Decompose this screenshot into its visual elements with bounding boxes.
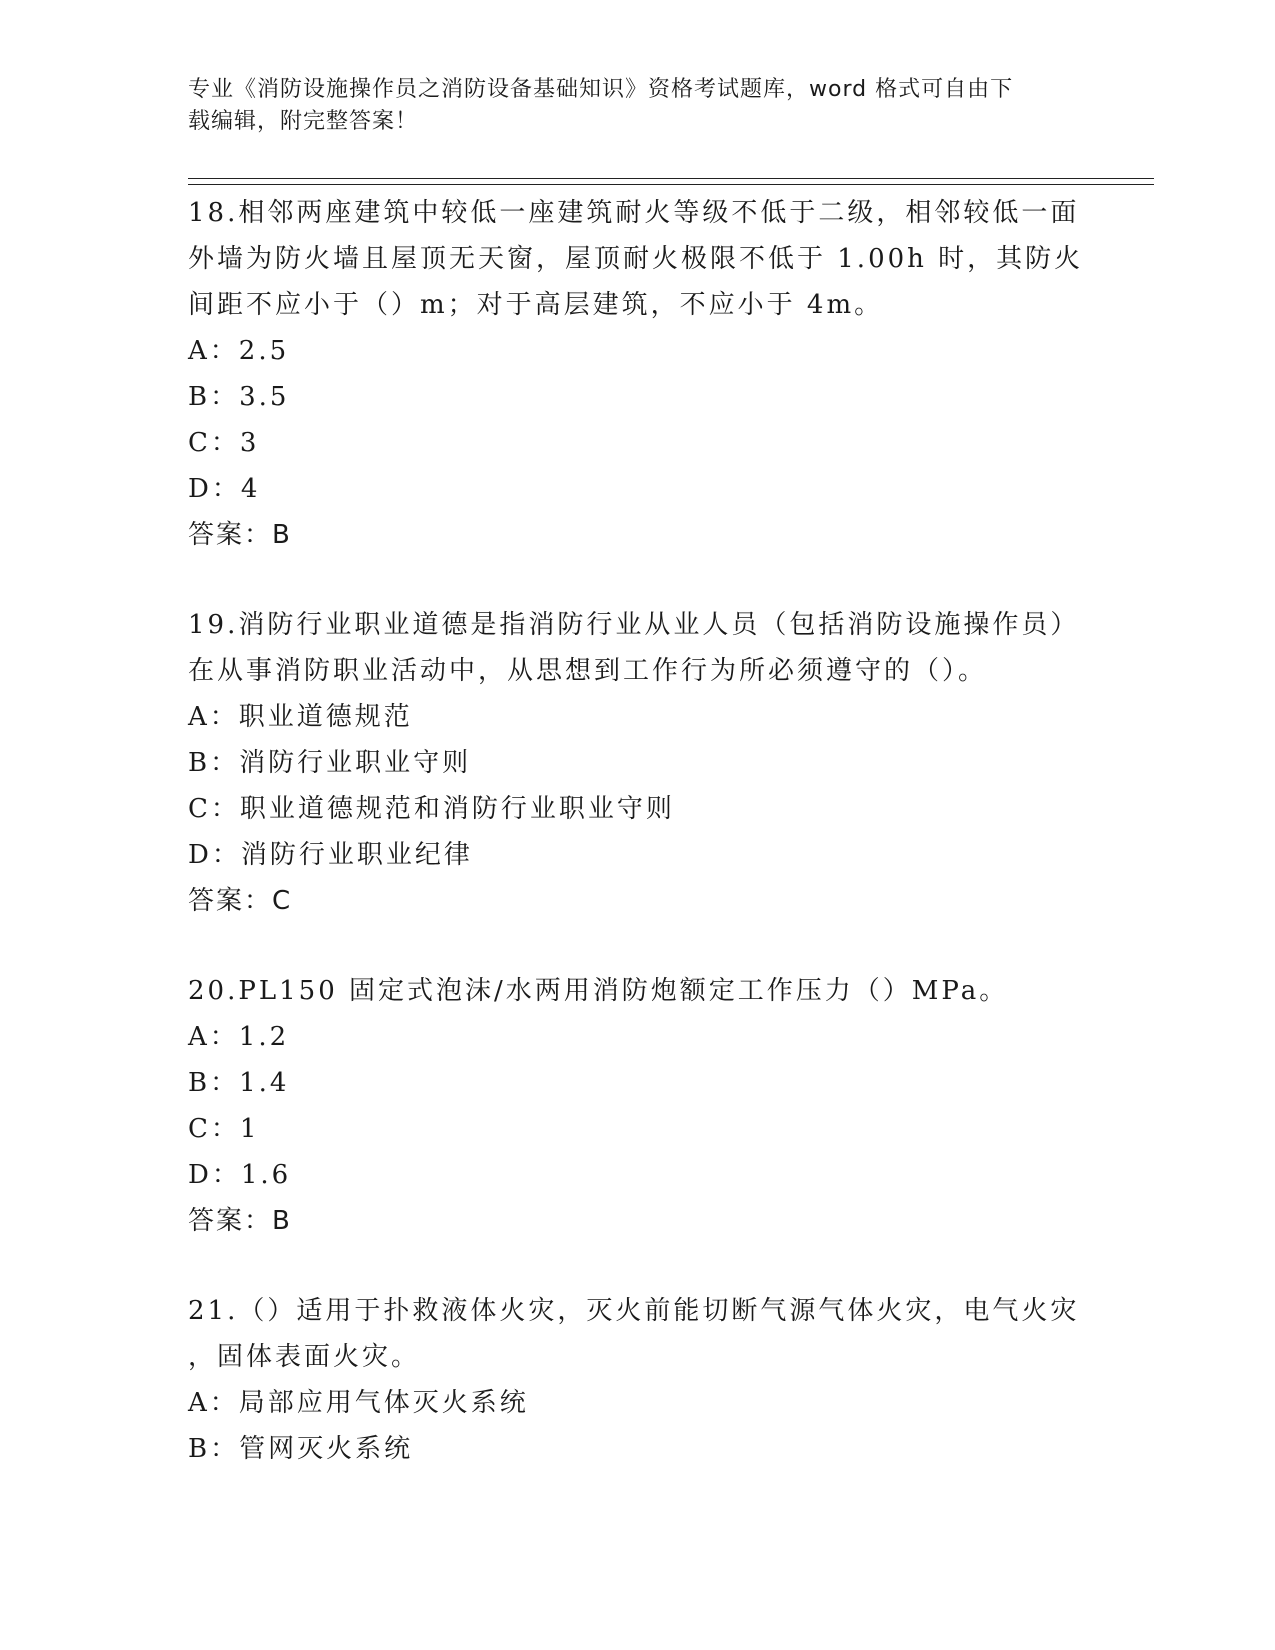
header-divider-bottom — [188, 184, 1154, 185]
option-a: A：局部应用气体灭火系统 — [188, 1388, 529, 1418]
question-stem-line: 20.PL150 固定式泡沫/水两用消防炮额定工作压力（）MPa。 — [188, 976, 1009, 1006]
question-19 — [188, 602, 1088, 924]
question-stem-line: ，固体表面火灾。 — [188, 1342, 421, 1372]
question-list — [188, 190, 1088, 1472]
question-21 — [188, 1288, 1088, 1472]
question-stem-line: 外墙为防火墙且屋顶无天窗，屋顶耐火极限不低于 1.00h 时，其防火 — [188, 244, 1084, 274]
option-c: C：3 — [188, 428, 260, 458]
option-b: B：消防行业职业守则 — [188, 748, 472, 778]
option-d: D：4 — [188, 474, 261, 504]
header-divider-top — [188, 178, 1154, 179]
answer-line: 答案：C — [188, 886, 293, 916]
option-d: D：消防行业职业纪律 — [188, 840, 473, 870]
option-d: D：1.6 — [188, 1160, 292, 1190]
question-18 — [188, 190, 1088, 558]
question-20 — [188, 968, 1088, 1244]
option-b: B：1.4 — [188, 1068, 290, 1098]
option-b: B：3.5 — [188, 382, 290, 412]
question-stem-line: 19.消防行业职业道德是指消防行业从业人员（包括消防设施操作员） — [188, 610, 1080, 640]
option-a: A：1.2 — [188, 1022, 290, 1052]
answer-line: 答案：B — [188, 520, 292, 550]
option-c: C：职业道德规范和消防行业职业守则 — [188, 794, 675, 824]
header-line-2: 载编辑，附完整答案！ — [188, 109, 419, 134]
question-stem-line: 在从事消防职业活动中，从思想到工作行为所必须遵守的（）。 — [188, 656, 988, 686]
answer-line: 答案：B — [188, 1206, 292, 1236]
option-b: B：管网灭火系统 — [188, 1434, 414, 1464]
question-stem-line: 21.（）适用于扑救液体火灾，灭火前能切断气源气体火灾，电气火灾 — [188, 1296, 1080, 1326]
option-a: A：职业道德规范 — [188, 702, 413, 732]
question-stem-line: 间距不应小于（）m；对于高层建筑，不应小于 4m。 — [188, 290, 884, 320]
header-line-1: 专业《消防设施操作员之消防设备基础知识》资格考试题库，word 格式可自由下 — [188, 77, 1014, 102]
option-c: C：1 — [188, 1114, 260, 1144]
document-header — [188, 74, 1088, 138]
question-stem-line: 18.相邻两座建筑中较低一座建筑耐火等级不低于二级，相邻较低一面 — [188, 198, 1080, 228]
option-a: A：2.5 — [188, 336, 290, 366]
